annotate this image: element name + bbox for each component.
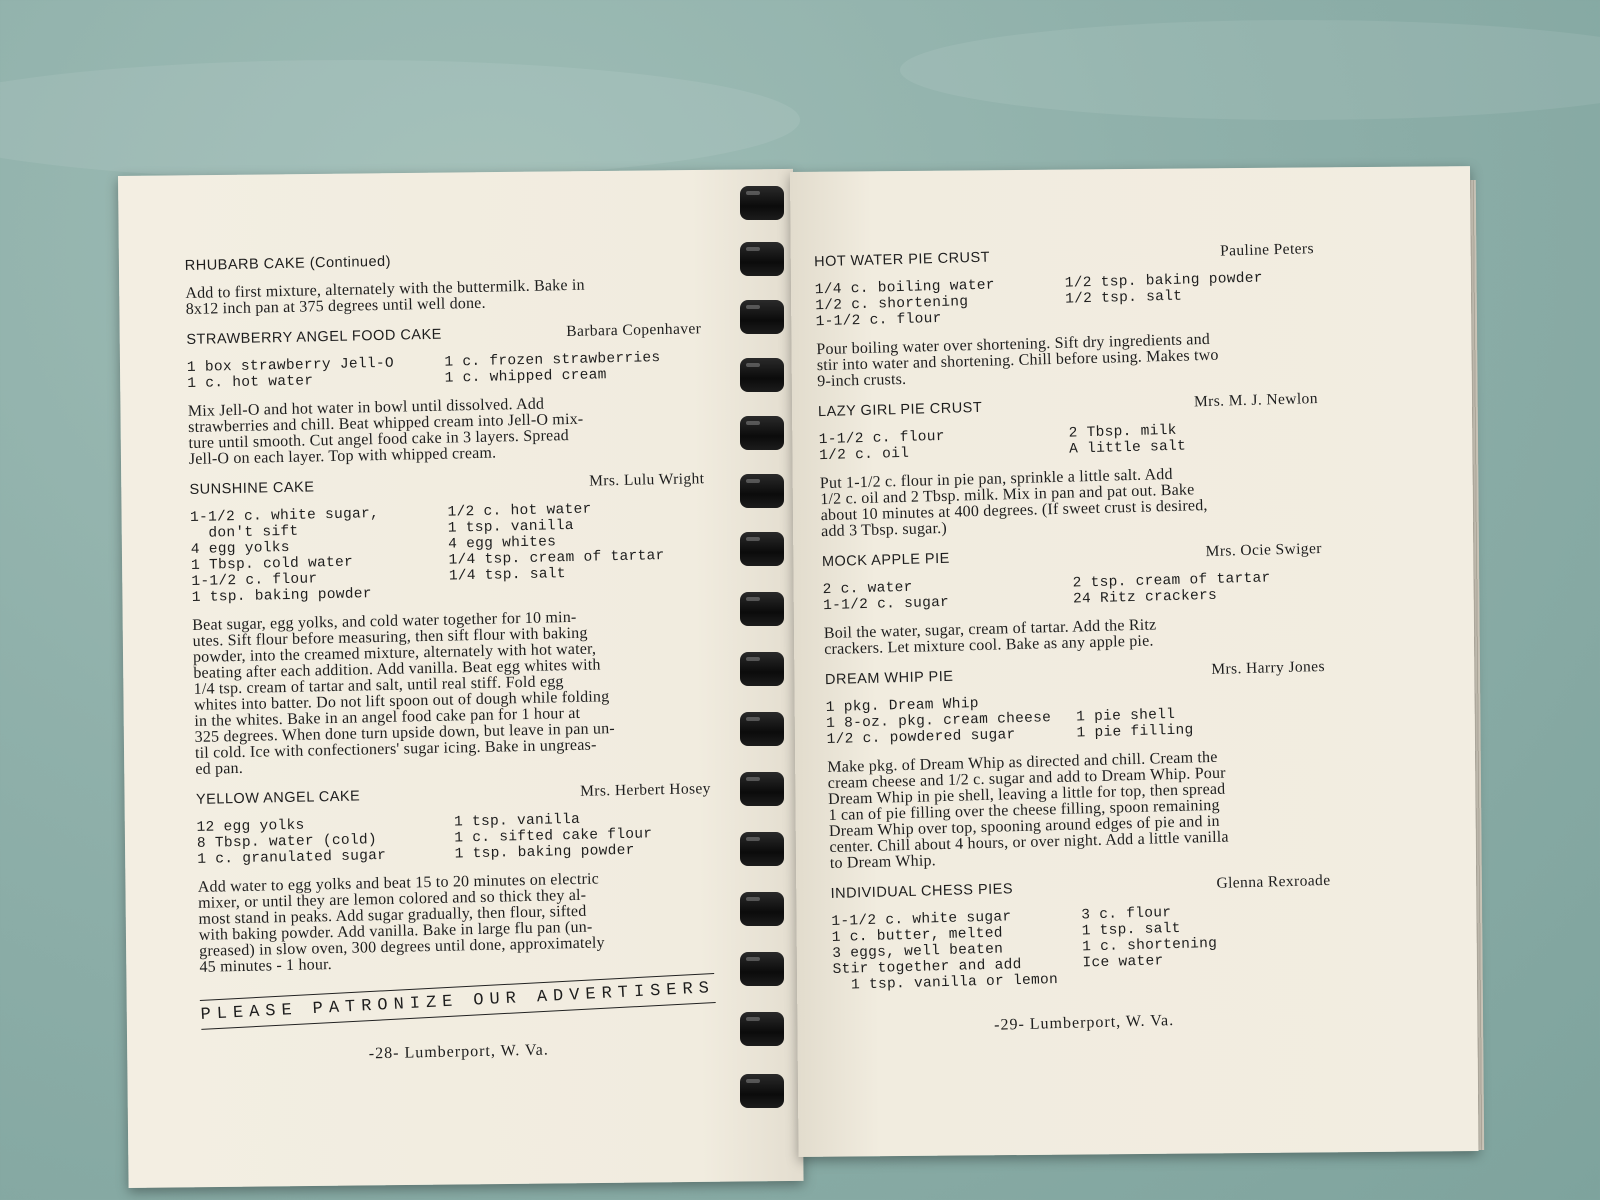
ingredient-line: don't sift	[190, 523, 299, 542]
banner-word: PLEASE	[200, 1000, 299, 1025]
recipe-block	[830, 873, 1333, 994]
ingredient-line: 1 pie shell	[1075, 706, 1176, 726]
ingredient-line: 1 c. hot water	[187, 373, 314, 392]
ingredient-line: 1 tsp. vanilla	[447, 517, 575, 537]
binding-ring	[740, 652, 784, 686]
recipe-contributor: Pauline Peters	[1219, 240, 1315, 260]
ingredients-column-left	[819, 426, 1070, 465]
ingredient-line: 1/4 tsp. salt	[448, 566, 567, 585]
ingredient-line: 1 tsp. vanilla	[453, 811, 581, 831]
ingredients-column-left	[826, 694, 1077, 749]
ingredients-column-right	[454, 809, 712, 862]
ingredients-list	[187, 349, 703, 392]
ingredient-line: 3 c. flour	[1081, 905, 1172, 924]
ingredient-line: 1 tsp. vanilla or lemon	[832, 972, 1059, 994]
ingredient-line: A little salt	[1068, 438, 1187, 458]
ingredient-line: 1 pkg. Dream Whip	[825, 696, 979, 717]
binding-ring	[740, 186, 784, 220]
ingredient-line: 1-1/2 c. white sugar	[831, 909, 1012, 930]
ingredient-line: 1 c. granulated sugar	[197, 847, 387, 868]
recipe-contributor: Glenna Rexroade	[1216, 871, 1331, 892]
ingredient-line: 3 eggs, well beaten	[832, 941, 1004, 962]
recipe-directions: Pour boiling water over shortening. Sift dry ingredients and stir into water and shortening. Chill before using. Makes two 9-inch crusts.	[816, 330, 1219, 391]
ingredient-line: 1 c. shortening	[1081, 935, 1218, 956]
ingredient-line: 1/4 tsp. cream of tartar	[448, 548, 665, 569]
banner-word: OUR	[472, 989, 523, 1011]
ingredients-column-left	[815, 276, 1066, 331]
right-page	[790, 166, 1479, 1157]
ingredient-line: 1/4 c. boiling water	[814, 277, 996, 299]
ingredient-line: 1 c. whipped cream	[444, 367, 607, 387]
ingredient-line: 1 tsp. baking powder	[454, 842, 635, 863]
recipe-block	[818, 391, 1321, 540]
ingredients-list	[831, 901, 1333, 994]
ingredient-line: 1 c. butter, melted	[831, 925, 1004, 946]
ingredient-line: 4 egg yolks	[190, 539, 290, 558]
recipe-header	[814, 241, 1314, 270]
ingredient-line: 1/2 c. hot water	[447, 501, 592, 521]
recipe-directions: Add to first mixture, alternately with the buttermilk. Bake in 8x12 inch pan at 375 degrees until well done.	[185, 276, 585, 319]
recipe-header	[818, 391, 1318, 420]
ingredient-line: 2 c. water	[822, 579, 913, 599]
ingredients-column-right	[1065, 269, 1316, 324]
recipe-title: HOT WATER PIE CRUST	[813, 249, 991, 271]
recipe-directions: Boil the water, sugar, cream of tartar. Add the Ritz crackers. Let mixture cool. Bake as any apple pie.	[823, 616, 1157, 659]
ingredients-column-left	[823, 576, 1074, 615]
ingredients-column-left	[196, 815, 454, 868]
ingredients-list	[819, 419, 1320, 464]
ingredients-list	[826, 687, 1327, 748]
recipe-title: LAZY GIRL PIE CRUST	[817, 399, 983, 421]
cloth-fold	[900, 20, 1600, 120]
ingredient-line: 24 Ritz crackers	[1072, 587, 1218, 608]
recipe-title: MOCK APPLE PIE	[821, 550, 951, 571]
binding-ring	[740, 1012, 784, 1046]
ingredient-line: 1 box strawberry Jell-O	[186, 355, 395, 376]
recipe-header	[186, 321, 701, 348]
ingredients-column-right	[1072, 569, 1323, 608]
recipe-contributor: Mrs. Herbert Hosey	[579, 780, 712, 800]
ingredient-line: 1 Tbsp. cold water	[190, 554, 354, 574]
ingredients-column-right	[1081, 901, 1333, 988]
recipe-directions: Mix Jell-O and hot water in bowl until dissolved. Add strawberries and chill. Beat whipped cream into Jell-O mix- ture until smooth. Cut angel food cake in 3 layers. Spread Jell-O on each layer. Top with whipped cream.	[187, 395, 584, 468]
ingredient-line: 8 Tbsp. water (cold)	[196, 832, 378, 852]
ingredient-line: 4 egg whites	[448, 534, 557, 553]
binding-ring	[740, 832, 784, 866]
ingredients-list	[190, 499, 707, 606]
left-page	[118, 169, 804, 1188]
ingredient-line: 2 tsp. cream of tartar	[1072, 570, 1271, 592]
recipe-header	[830, 873, 1330, 902]
right-page-content	[814, 241, 1334, 1038]
recipe-title: YELLOW ANGEL CAKE	[195, 788, 361, 808]
ingredient-line: Ice water	[1082, 953, 1164, 972]
recipe-contributor: Mrs. Lulu Wright	[588, 470, 705, 490]
binding-ring	[740, 592, 784, 626]
binding-ring	[740, 242, 784, 276]
binding-ring	[740, 532, 784, 566]
ingredient-line: 1 c. sifted cake flour	[454, 826, 653, 847]
recipe-block	[189, 471, 710, 778]
ingredient-line: 1-1/2 c. flour	[191, 571, 318, 590]
recipe-directions: Put 1-1/2 c. flour in pie pan, sprinkle a little salt. Add 1/2 c. oil and 2 Tbsp. milk. Mix in pan and pat out. Bake about 10 minutes at 400 degrees. (If sweet crust is desired, add 3 Tbsp. sugar.)	[819, 465, 1208, 541]
ingredient-line: 1 tsp. salt	[1081, 920, 1181, 940]
ingredient-line: 1/2 c. oil	[818, 445, 910, 465]
banner-word: PATRONIZE	[312, 992, 459, 1020]
ingredient-line: 1 tsp. baking powder	[191, 586, 372, 606]
binding-ring	[740, 416, 784, 450]
ingredient-line: 1 c. frozen strawberries	[444, 350, 661, 371]
ingredients-column-right	[1068, 419, 1319, 458]
recipe-title: STRAWBERRY ANGEL FOOD CAKE	[186, 326, 443, 349]
binding-ring	[740, 358, 784, 392]
binding-ring	[740, 892, 784, 926]
recipe-title: INDIVIDUAL CHESS PIES	[830, 881, 1014, 902]
ingredients-list	[823, 569, 1324, 614]
ingredients-list	[815, 269, 1316, 330]
binding-ring	[740, 1074, 784, 1108]
ingredients-column-right	[444, 349, 702, 386]
ingredient-line: 1-1/2 c. flour	[815, 310, 942, 331]
recipe-directions: Add water to egg yolks and beat 15 to 20 minutes on electric mixer, or until they are lemon colored and so thick they al- most stand in peaks. Add sugar gradually, then flour, sifted with baking powder. Add vanilla. Bake in large flu pan (un- greased) in slow oven, 300 degrees until done, approximately 45 minutes - 1 hour.	[197, 870, 605, 976]
ingredient-line: 1/2 c. powdered sugar	[826, 727, 1016, 749]
recipe-contributor: Barbara Copenhaver	[566, 320, 702, 341]
ingredients-column-right	[447, 499, 706, 600]
ingredient-line: 1/2 tsp. salt	[1064, 288, 1183, 308]
binding-ring	[740, 300, 784, 334]
ingredients-column-right	[1076, 687, 1327, 742]
recipe-header	[185, 247, 700, 274]
binding-ring	[740, 772, 784, 806]
ingredient-line: 1-1/2 c. flour	[818, 428, 945, 449]
ingredients-list	[196, 809, 712, 868]
ingredient-line: 1 8-oz. pkg. cream cheese	[826, 710, 1052, 733]
binding-ring	[740, 712, 784, 746]
page-footer: -29- Lumberport, W. Va.	[993, 1012, 1175, 1034]
recipe-contributor: Mrs. M. J. Newlon	[1193, 390, 1319, 411]
ingredient-line: 1/2 tsp. baking powder	[1064, 270, 1263, 292]
left-page-content	[185, 247, 717, 1066]
recipe-block	[814, 241, 1317, 390]
recipe-title: DREAM WHIP PIE	[824, 668, 954, 689]
recipe-header	[196, 781, 711, 808]
recipe-title: SUNSHINE CAKE	[189, 479, 315, 498]
page-footer: -28- Lumberport, W. Va.	[368, 1041, 549, 1063]
ingredient-line: 1-1/2 c. sugar	[822, 594, 950, 615]
recipe-directions: Beat sugar, egg yolks, and cold water together for 10 min- utes. Sift flour before measuring, then sift flour with baking powder, into the creamed mixture, alternately with hot water, beating after each addition. Add vanilla. Beat egg whites with 1/4 tsp. cream of tartar and salt, until real stiff. Fold egg whites into batter. Do not lift spoon out of dough while folding in the whites. Bake in an angel food cake pan for 1 hour at 325 degrees. When done turn upside down, but leave in pan un- til cold. Ice with confectioners' sugar icing. Bake in ungreas- ed pan.	[192, 608, 616, 778]
cloth-fold	[0, 60, 800, 180]
ingredient-line: 1/2 c. shortening	[815, 294, 969, 315]
recipe-block	[825, 659, 1330, 872]
advertisers-banner	[200, 973, 716, 1030]
recipe-block	[196, 781, 715, 976]
ingredients-column-left	[187, 355, 445, 392]
ingredient-line: 1 pie filling	[1076, 722, 1194, 742]
ingredient-line: 12 egg yolks	[196, 817, 305, 836]
binding-ring	[740, 952, 784, 986]
binding-ring	[740, 474, 784, 508]
recipe-contributor: Mrs. Harry Jones	[1211, 657, 1326, 678]
recipe-block	[186, 321, 704, 468]
spiral-binding	[736, 186, 796, 1146]
recipe-block	[185, 247, 701, 318]
recipe-title: RHUBARB CAKE (Continued)	[184, 253, 392, 275]
recipe-header	[822, 541, 1322, 570]
ingredient-line: Stir together and add	[832, 957, 1022, 978]
ingredient-line: 1-1/2 c. white sugar,	[189, 506, 380, 526]
banner-word: ADVERTISERS	[536, 979, 716, 1008]
recipe-block	[822, 541, 1325, 658]
recipe-directions: Make pkg. of Dream Whip as directed and chill. Cream the cream cheese and 1/2 c. sugar and add to Dream Whip. Pour Dream Whip in pie shell, leaving a little for top, then spread 1 can of pie filling over the cheese filling, spoon remaining Dream Whip over top, spooning around edges of pie and in center. Chill about 4 hours, or over night. Add a little vanilla to Dream Whip.	[827, 748, 1229, 873]
recipe-contributor: Mrs. Ocie Swiger	[1205, 540, 1323, 561]
ingredients-column-left	[190, 505, 449, 606]
recipe-header	[189, 471, 704, 498]
recipe-header	[825, 659, 1325, 688]
ingredients-column-left	[831, 907, 1083, 994]
ingredient-line: 2 Tbsp. milk	[1068, 422, 1177, 442]
